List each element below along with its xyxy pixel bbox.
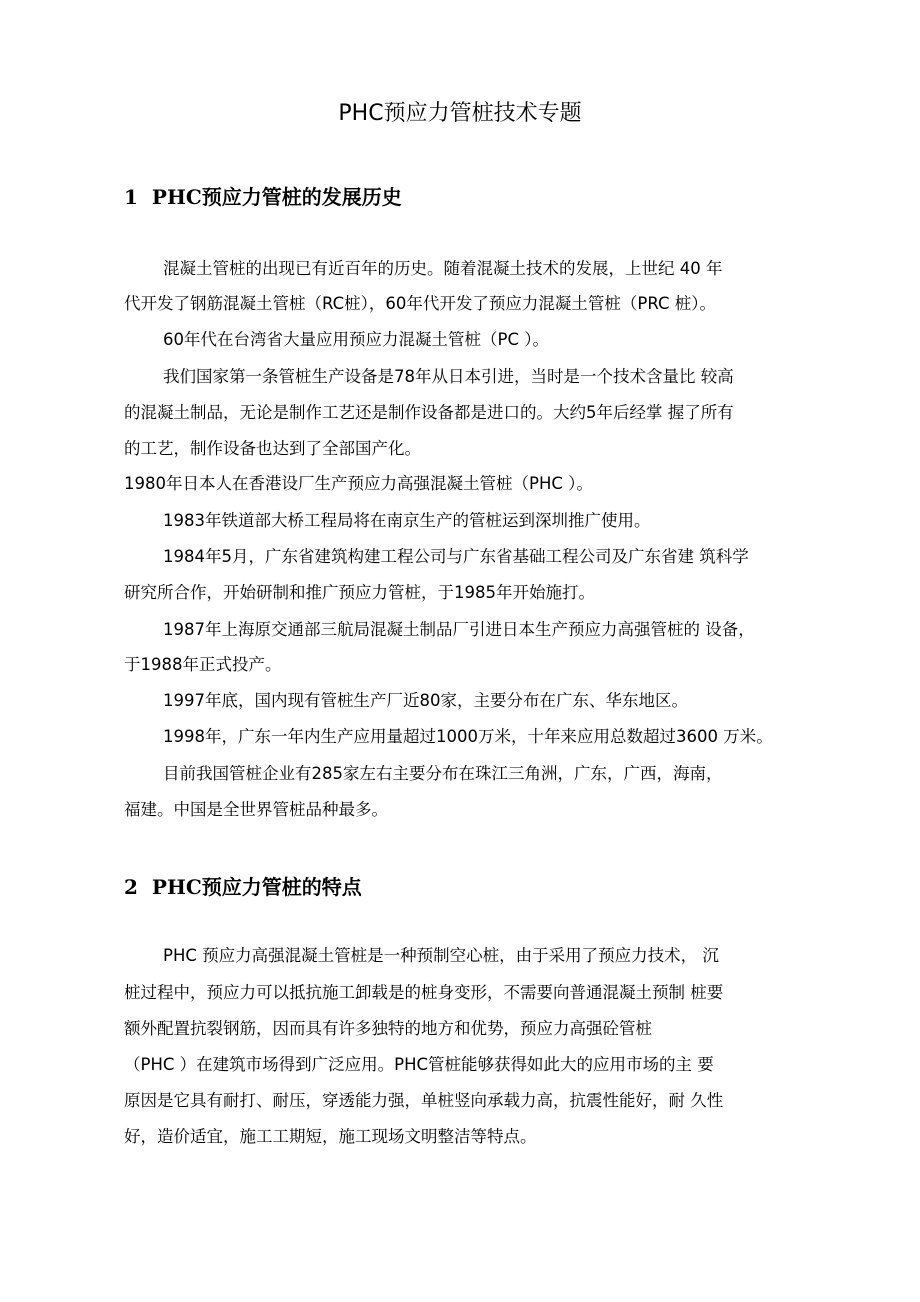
section-2-heading [124, 871, 362, 900]
paragraph-line: 原因是它具有耐打、耐压，穿透能力强，单桩竖向承载力高，抗震性能好，耐 久性 [124, 1091, 724, 1110]
paragraph-line: 1984年5月，广东省建筑构建工程公司与广东省基础工程公司及广东省建 筑科学 [163, 547, 749, 566]
paragraph-line: 的工艺，制作设备也达到了全部国产化。 [124, 439, 421, 458]
paragraph-line: PHC 预应力高强混凝土管桩是一种预制空心桩，由于采用了预应力技术， 沉 [163, 946, 719, 965]
paragraph-line: 我们国家第一条管桩生产设备是78年从日本引进，当时是一个技术含量比 较高 [163, 367, 734, 386]
paragraph-line: 桩过程中，预应力可以抵抗施工卸载是的桩身变形，不需要向普通混凝土预制 桩要 [124, 983, 724, 1002]
section-number: 2 [124, 875, 138, 899]
paragraph-line: 福建。中国是全世界管桩品种最多。 [124, 800, 388, 819]
paragraph-line: 目前我国管桩企业有285家左右主要分布在珠江三角洲，广东，广西，海南， [163, 764, 723, 783]
paragraph-line: 于1988年正式投产。 [124, 655, 282, 674]
paragraph-line: 1983年铁道部大桥工程局将在南京生产的管桩运到深圳推广使用。 [163, 511, 651, 530]
paragraph-line: 1980年日本人在香港设厂生产预应力高强混凝土管桩（PHC ）。 [124, 474, 593, 493]
paragraph-line: 研究所合作，开始研制和推广预应力管桩，于1985年开始施打。 [124, 583, 595, 602]
section-title: PHC预应力管桩的发展历史 [151, 185, 402, 209]
paragraph-line: 的混凝土制品，无论是制作工艺还是制作设备都是进口的。大约5年后经掌 握了所有 [124, 403, 734, 422]
section-number: 1 [124, 185, 138, 209]
section-1-heading [124, 181, 402, 210]
paragraph-line: 1997年底，国内现有管桩生产厂近80家，主要分布在广东、华东地区。 [163, 691, 688, 710]
paragraph-line: （PHC ）在建筑市场得到广泛应用。PHC管桩能够获得如此大的应用市场的主 要 [124, 1055, 714, 1074]
paragraph-line: 1998年，广东一年内生产应用量超过1000万米，十年来应用总数超过3600 万米。 [163, 727, 773, 746]
paragraph-line: 60年代在台湾省大量应用预应力混凝土管桩（PC ）。 [163, 330, 549, 349]
paragraph-line: 混凝土管桩的出现已有近百年的历史。随着混凝土技术的发展，上世纪 40 年 [163, 259, 723, 278]
paragraph-line: 额外配置抗裂钢筋，因而具有许多独特的地方和优势，预应力高强砼管桩 [124, 1019, 652, 1038]
document-title: PHC预应力管桩技术专题 [338, 101, 582, 126]
paragraph-line: 好，造价适宜，施工工期短，施工现场文明整洁等特点。 [124, 1127, 537, 1146]
paragraph-line: 代开发了钢筋混凝土管桩（RC桩），60年代开发了预应力混凝土管桩（PRC 桩）。 [124, 294, 717, 313]
section-title: PHC预应力管桩的特点 [151, 875, 362, 899]
paragraph-line: 1987年上海原交通部三航局混凝土制品厂引进日本生产预应力高强管桩的 设备， [163, 620, 755, 639]
